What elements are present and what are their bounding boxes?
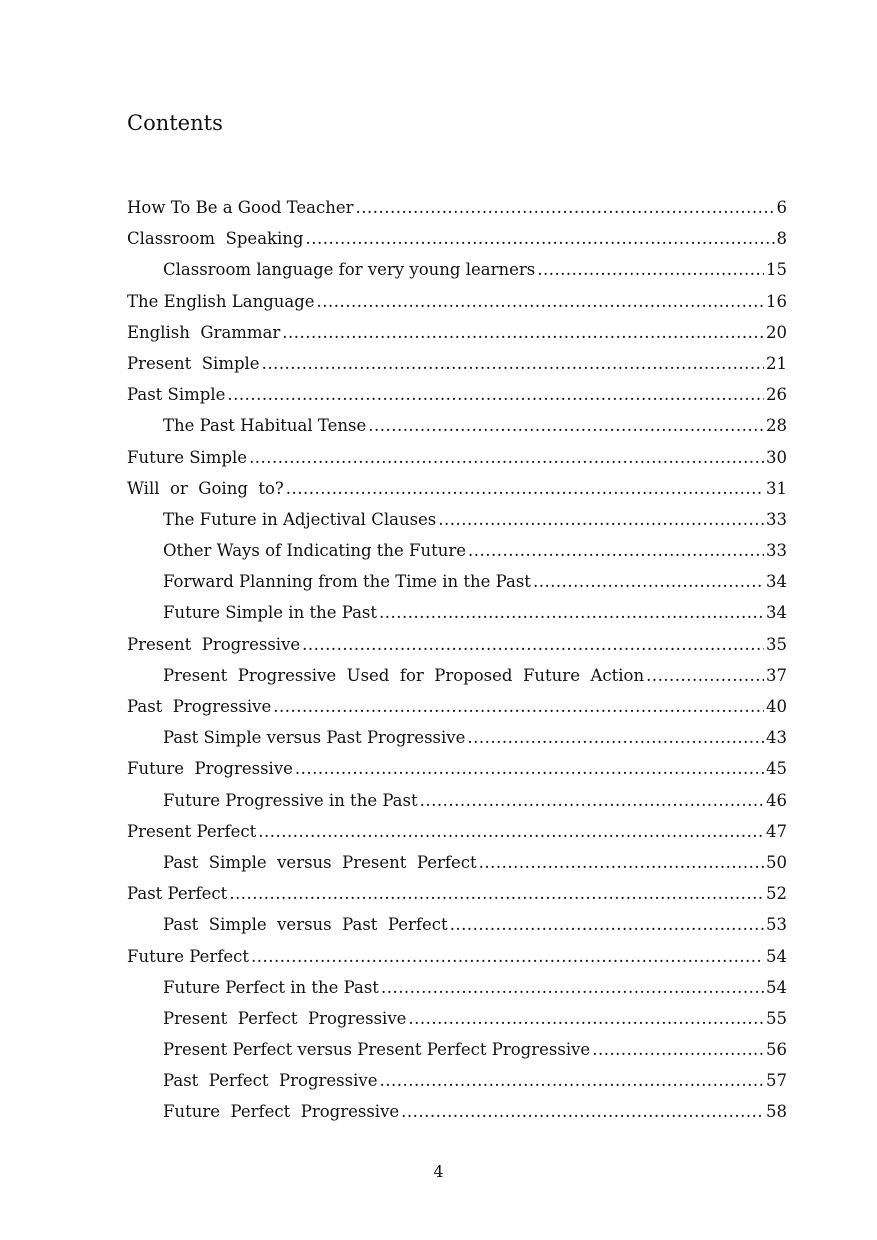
toc-entry-page: 58: [766, 1102, 787, 1122]
toc-entry-title: The English Language: [127, 291, 315, 311]
toc-dot-leader: [227, 379, 764, 410]
toc-dot-leader: [401, 1096, 764, 1127]
toc-entry-title: Future Progressive in the Past: [163, 790, 418, 810]
toc-entry-title: English Grammar: [127, 322, 281, 342]
toc-entry-page: 33: [766, 509, 787, 529]
toc-entry-title: Past Perfect: [127, 884, 228, 904]
toc-entry-title: Other Ways of Indicating the Future: [163, 541, 467, 561]
toc-entry[interactable]: [127, 504, 787, 535]
toc-entry-title: Present Perfect: [127, 821, 257, 841]
toc-entry-page: 56: [766, 1040, 787, 1060]
toc-entry-title: The Future in Adjectival Clauses: [163, 509, 437, 529]
toc-entry-title: The Past Habitual Tense: [163, 416, 367, 436]
toc-entry-title: Past Perfect Progressive: [163, 1071, 378, 1091]
toc-entry-page: 55: [766, 1008, 787, 1028]
toc-dot-leader: [306, 223, 775, 254]
toc-entry-page: 57: [766, 1071, 787, 1091]
toc-entry-page: 31: [766, 478, 787, 498]
toc-entry-page: 45: [766, 759, 787, 779]
toc-entry-page: 34: [766, 603, 787, 623]
toc-entry-title: Past Progressive: [127, 697, 272, 716]
toc-entry-page: 16: [766, 291, 787, 311]
toc-entry-title: Past Simple versus Past Progressive: [163, 728, 466, 748]
toc-dot-leader: [592, 1034, 764, 1065]
toc-entry-page: 21: [766, 353, 787, 373]
toc-entry[interactable]: [127, 1034, 787, 1065]
toc-dot-leader: [420, 785, 764, 816]
toc-entry[interactable]: [127, 1003, 787, 1034]
toc-entry-page: 33: [766, 541, 787, 561]
toc-entry-page: 54: [766, 977, 787, 997]
toc-entry-page: 15: [766, 260, 787, 280]
toc-entry[interactable]: [127, 442, 787, 473]
toc-entry-title: Past Simple versus Past Perfect: [163, 915, 448, 935]
toc-entry[interactable]: [127, 348, 787, 379]
toc-dot-leader: [468, 535, 764, 566]
toc-dot-leader: [229, 878, 764, 909]
toc-dot-leader: [317, 286, 764, 317]
toc-entry-page: 26: [766, 385, 787, 405]
toc-entry-title: Past Simple: [127, 385, 226, 405]
toc-entry-title: Future Progressive: [127, 759, 293, 779]
toc-entry-title: How To Be a Good Teacher: [127, 198, 354, 217]
toc-entry[interactable]: [127, 1096, 787, 1127]
toc-dot-leader: [408, 1003, 764, 1034]
toc-dot-leader: [381, 972, 764, 1003]
page-title: Contents: [127, 111, 223, 135]
toc-entry-page: 54: [766, 946, 787, 966]
toc-entry[interactable]: [127, 878, 787, 909]
toc-entry-page: 6: [776, 198, 787, 217]
toc-entry[interactable]: [127, 816, 787, 847]
toc-entry-page: 34: [766, 572, 787, 592]
toc-entry[interactable]: [127, 691, 787, 722]
toc-entry[interactable]: [127, 722, 787, 753]
toc-entry-title: Present Simple: [127, 353, 260, 373]
toc-dot-leader: [295, 753, 764, 784]
toc-entry-page: 30: [766, 447, 787, 467]
table-of-contents: [127, 192, 787, 1128]
toc-dot-leader: [379, 1065, 764, 1096]
toc-entry-title: Classroom language for very young learners: [163, 260, 536, 280]
toc-entry-title: Future Perfect Progressive: [163, 1102, 400, 1122]
toc-entry[interactable]: [127, 909, 787, 940]
toc-entry-title: Future Simple: [127, 447, 248, 467]
toc-entry[interactable]: [127, 192, 787, 223]
toc-entry[interactable]: [127, 1065, 787, 1096]
toc-entry-title: Forward Planning from the Time in the Past: [163, 572, 531, 592]
toc-entry-page: 20: [766, 322, 787, 342]
toc-entry-title: Will or Going to?: [127, 478, 284, 498]
toc-dot-leader: [533, 566, 764, 597]
toc-dot-leader: [646, 660, 764, 691]
toc-dot-leader: [286, 473, 764, 504]
toc-entry[interactable]: [127, 660, 787, 691]
toc-dot-leader: [368, 410, 764, 441]
toc-entry-title: Past Simple versus Present Perfect: [163, 852, 477, 872]
toc-entry[interactable]: [127, 941, 787, 972]
toc-entry-title: Present Progressive Used for Proposed Future Action: [163, 665, 645, 685]
toc-entry-page: 46: [766, 790, 787, 810]
toc-dot-leader: [379, 597, 764, 628]
toc-entry[interactable]: [127, 753, 787, 784]
toc-dot-leader: [537, 254, 764, 285]
toc-dot-leader: [273, 691, 764, 722]
toc-entry-page: 43: [766, 728, 787, 748]
toc-entry-title: Future Perfect in the Past: [163, 977, 379, 997]
toc-entry-title: Present Perfect versus Present Perfect Progressive: [163, 1040, 591, 1060]
toc-entry[interactable]: [127, 286, 787, 317]
toc-entry-title: Present Perfect Progressive: [163, 1008, 407, 1028]
toc-entry-title: Classroom Speaking: [127, 229, 304, 249]
toc-entry-page: 8: [776, 229, 787, 249]
toc-dot-leader: [479, 847, 764, 878]
toc-entry[interactable]: [127, 223, 787, 254]
toc-entry[interactable]: [127, 597, 787, 628]
toc-entry[interactable]: [127, 379, 787, 410]
toc-entry-title: Present Progressive: [127, 634, 301, 654]
toc-entry[interactable]: [127, 473, 787, 504]
toc-entry-page: 50: [766, 852, 787, 872]
toc-entry[interactable]: [127, 785, 787, 816]
toc-dot-leader: [258, 816, 764, 847]
toc-dot-leader: [249, 442, 764, 473]
toc-entry-page: 37: [766, 665, 787, 685]
toc-entry-title: Future Perfect: [127, 946, 249, 966]
toc-dot-leader: [438, 504, 764, 535]
toc-entry[interactable]: [127, 317, 787, 348]
toc-entry-page: 40: [766, 697, 787, 716]
toc-entry-page: 28: [766, 416, 787, 436]
toc-dot-leader: [282, 317, 764, 348]
toc-entry[interactable]: [127, 566, 787, 597]
toc-dot-leader: [467, 722, 764, 753]
toc-entry-page: 47: [766, 821, 787, 841]
toc-dot-leader: [251, 941, 764, 972]
toc-entry[interactable]: [127, 847, 787, 878]
toc-entry-title: Future Simple in the Past: [163, 603, 378, 623]
toc-dot-leader: [302, 629, 764, 660]
toc-entry[interactable]: [127, 410, 787, 441]
toc-dot-leader: [356, 192, 775, 223]
toc-entry[interactable]: [127, 535, 787, 566]
toc-entry-page: 53: [766, 915, 787, 935]
toc-entry[interactable]: [127, 629, 787, 660]
toc-entry[interactable]: [127, 254, 787, 285]
toc-entry-page: 52: [766, 884, 787, 904]
page-number: 4: [433, 1162, 444, 1181]
toc-entry[interactable]: [127, 972, 787, 1003]
toc-dot-leader: [450, 909, 764, 940]
toc-entry-page: 35: [766, 634, 787, 654]
toc-dot-leader: [262, 348, 764, 379]
